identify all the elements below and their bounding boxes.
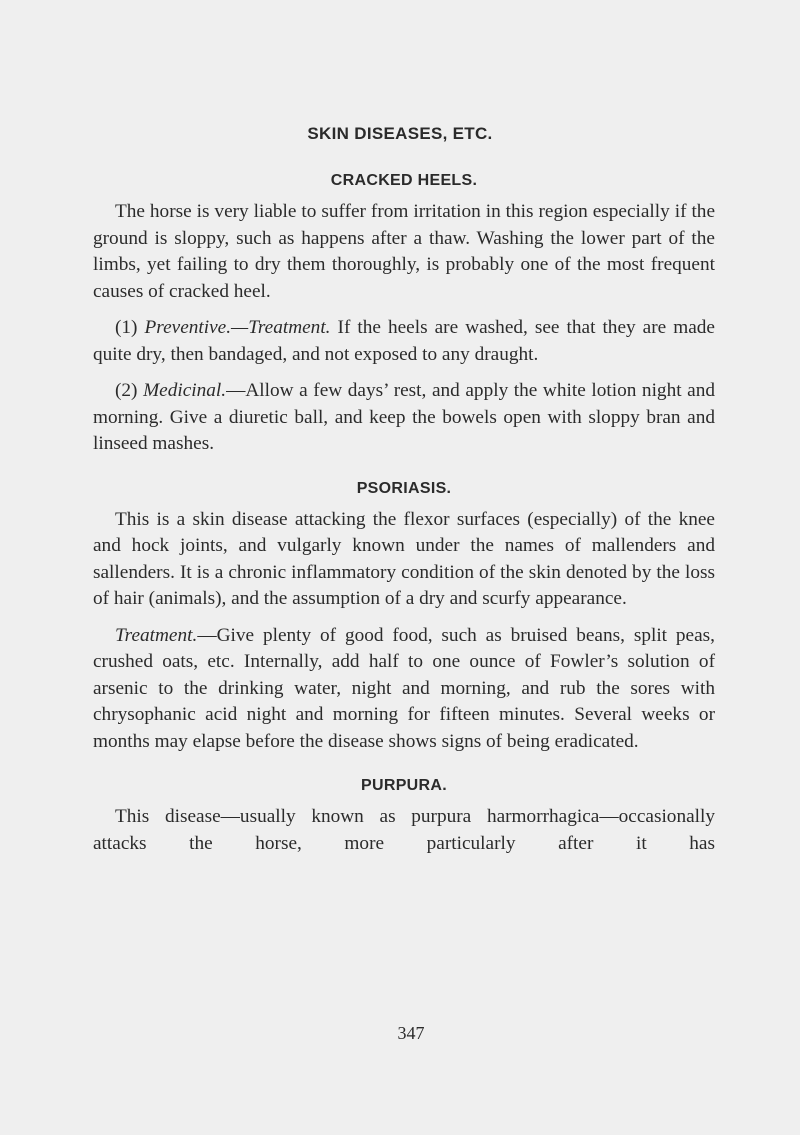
section-heading-purpura: PURPURA. — [361, 777, 447, 794]
italic-label: Treatment. — [115, 624, 198, 646]
section-spacer — [93, 765, 715, 775]
section-spacer — [93, 468, 715, 478]
paragraph-preventive-treatment — [93, 315, 715, 368]
list-number: (2) — [115, 380, 144, 401]
paragraph-purpura-intro: This disease—usually known as purpura harmorrhagica—occasionally attacks the horse, more particularly after it has — [93, 806, 715, 854]
italic-label: Preventive.—Treatment. — [144, 317, 331, 338]
paragraph-medicinal — [93, 378, 715, 458]
section-psoriasis — [93, 478, 715, 756]
page-body — [93, 170, 715, 867]
paragraph-cracked-heels-intro: The horse is very liable to suffer from irritation in this region especially if the ground is sloppy, such as happens after a thaw. Washing the lower part of the limbs, yet failing to dry them thoroughly, is probably one of the most frequent causes of cracked heel. — [93, 201, 715, 302]
paragraph-psoriasis-treatment — [93, 623, 715, 756]
paragraph-psoriasis-intro: This is a skin disease attacking the flexor surfaces (especially) of the knee and hock joints, and vulgarly known under the names of mallenders and sallenders. It is a chronic inflammatory condition of the skin denoted by the loss of hair (animals), and the assumption of a dry and scurfy appearance. — [93, 508, 715, 609]
paragraph-text: If the heels are washed, see that they are made quite dry, then bandaged, and not exposed to any draught. — [93, 317, 715, 365]
section-heading-cracked-heels: CRACKED HEELS. — [330, 172, 478, 189]
italic-label: Medicinal. — [143, 380, 227, 401]
section-cracked-heels — [93, 170, 715, 458]
running-head: SKIN DISEASES, ETC. — [307, 124, 493, 143]
page-number: 347 — [397, 1023, 425, 1043]
list-number: (1) — [115, 317, 145, 338]
section-purpura — [93, 775, 715, 857]
paragraph-text: —Allow a few days’ rest, and apply the white lotion night and morning. Give a diuretic ball, and keep the bowels open with sloppy bran and linseed mashes. — [93, 380, 715, 454]
section-heading-psoriasis: PSORIASIS. — [356, 479, 452, 497]
paragraph-text: —Give plenty of good food, such as bruised beans, split peas, crushed oats, etc. Internally, add half to one ounce of Fowler’s solution of arsenic to the drinking water, night and morning, and rub the sores with chrysophanic acid night and morning for fifteen minutes. Several weeks or months may elapse before the disease shows signs of being eradicated. — [93, 624, 715, 752]
